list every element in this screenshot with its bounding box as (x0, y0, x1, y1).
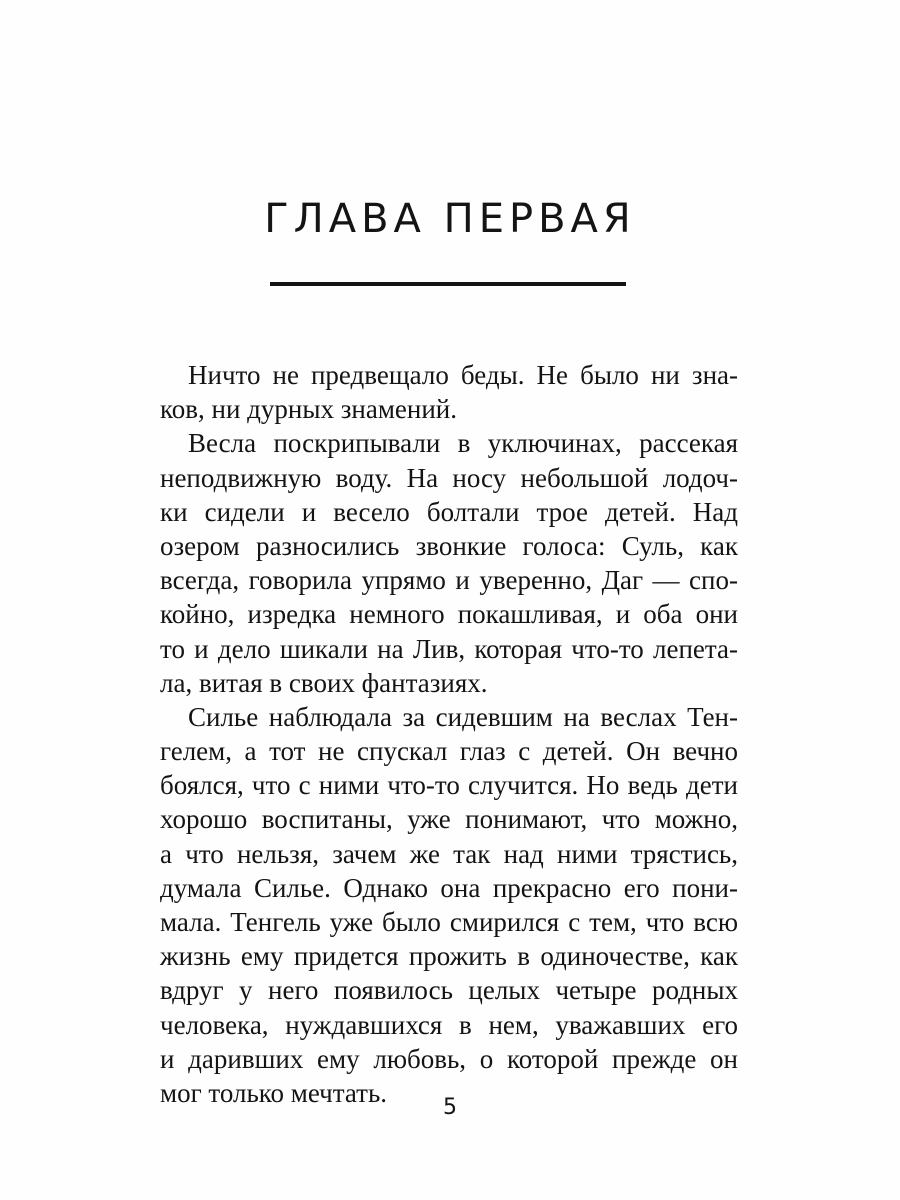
text-line: думала Силье. Однако она прекрасно его пони- (160, 872, 738, 903)
text-line: и даривших ему любовь, о которой прежде он (160, 1043, 738, 1074)
text-line: то и дело шикали на Лив, которая что-то лепета- (160, 633, 738, 664)
text-line: Весла поскрипывали в уключинах, рассекая (188, 428, 738, 459)
text-line: а что нельзя, зачем же так над ними трястись, (160, 838, 738, 869)
text-line: Ничто не предвещало беды. Не было ни зна- (188, 360, 738, 390)
page-number: 5 (443, 1095, 457, 1120)
text-line: ков, ни дурных знамений. (160, 394, 457, 425)
text-line: хорошо воспитаны, уже понимают, что можно, (160, 804, 738, 835)
text-line: неподвижную воду. На носу небольшой лодоч- (160, 462, 738, 493)
title-underline (270, 282, 626, 286)
text-line: вдруг у него появилось целых четыре родных (160, 975, 738, 1006)
chapter-title: ГЛАВА ПЕРВАЯ (264, 196, 636, 242)
text-line: мог только мечтать. (160, 1077, 388, 1108)
text-line: Силье наблюдала за сидевшим на веслах Тен- (188, 701, 738, 732)
text-line: жизнь ему придется прожить в одиночестве, как (160, 941, 738, 972)
text-line: человека, нуждавшихся в нем, уважавших его (160, 1009, 738, 1040)
text-line: ки сидели и весело болтали трое детей. Над (160, 496, 738, 527)
text-line: озером разносились звонкие голоса: Суль, как (160, 530, 738, 561)
body-text (160, 358, 738, 1110)
text-line: гелем, а тот не спускал глаз с детей. Он вечно (160, 736, 738, 767)
text-line: боялся, что с ними что-то случится. Но ведь дети (160, 770, 738, 801)
text-line: ла, витая в своих фантазиях. (160, 667, 488, 698)
text-line: всегда, говорила упрямо и уверенно, Даг — спо- (160, 565, 738, 596)
text-line: мала. Тенгель уже было смирился с тем, что всю (160, 907, 738, 937)
text-line: койно, изредка немного покашливая, и оба они (160, 599, 738, 630)
